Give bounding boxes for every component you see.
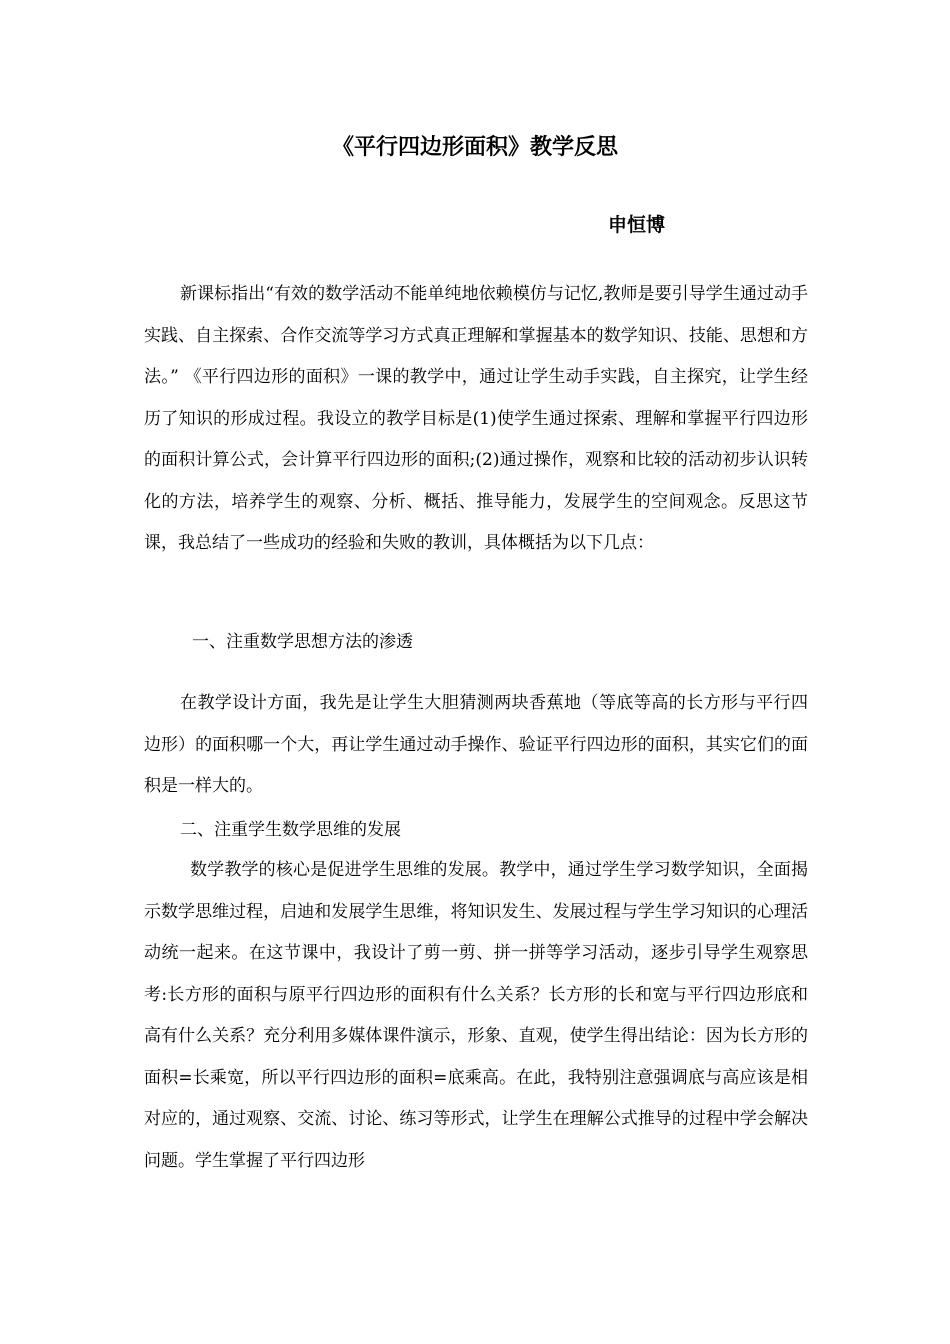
document-title: 《平行四边形面积》教学反思: [331, 135, 618, 160]
paragraph-section-2: 数学教学的核心是促进学生思维的发展。教学中，通过学生学习数学知识，全面揭示数学思维过程，启迪和发展学生思维，将知识发生、发展过程与学生学习知识的心理活动统一起来。在这节课中，我设计了剪一剪、拼一拼等学习活动，逐步引导学生观察思考:长方形的面积与原平行四边形的面积有什么关系？长方形的长和宽与平行四边形底和高有什么关系？充分利用多媒体课件演示，形象、直观，使学生得出结论：因为长方形的面积=长乘宽，所以平行四边形的面积=底乘高。在此，我特别注意强调底与高应该是相对应的，通过观察、交流、讨论、练习等形式，让学生在理解公式推导的过程中学会解决问题。学生掌握了平行四边形: [144, 860, 808, 1171]
paragraph-section-1: 在教学设计方面，我先是让学生大胆猜测两块香蕉地（等底等高的长方形与平行四边形）的面积哪一个大，再让学生通过动手操作、验证平行四边形的面积，其实它们的面积是一样大的。: [144, 693, 808, 796]
author-name: 申恒博: [608, 214, 666, 236]
section-heading-1: 一、注重数学思想方法的渗透: [192, 632, 413, 652]
paragraph-intro: 新课标指出“有效的数学活动不能单纯地依赖模仿与记忆,教师是要引导学生通过动手实践、自主探索、合作交流等学习方式真正理解和掌握基本的数学知识、技能、思想和方法。” 《平行四边形的面积》一课的教学中，通过让学生动手实践，自主探究，让学生经历了知识的形成过程。我设立的教学目标是(1)使学生通过探索、理解和掌握平行四边形的面积计算公式，会计算平行四边形的面积;(2)通过操作，观察和比较的活动初步认识转化的方法，培养学生的观察、分析、概括、推导能力，发展学生的空间观念。反思这节课，我总结了一些成功的经验和失败的教训，具体概括为以下几点：: [144, 284, 808, 553]
section-heading-2: 二、注重学生数学思维的发展: [180, 820, 401, 840]
